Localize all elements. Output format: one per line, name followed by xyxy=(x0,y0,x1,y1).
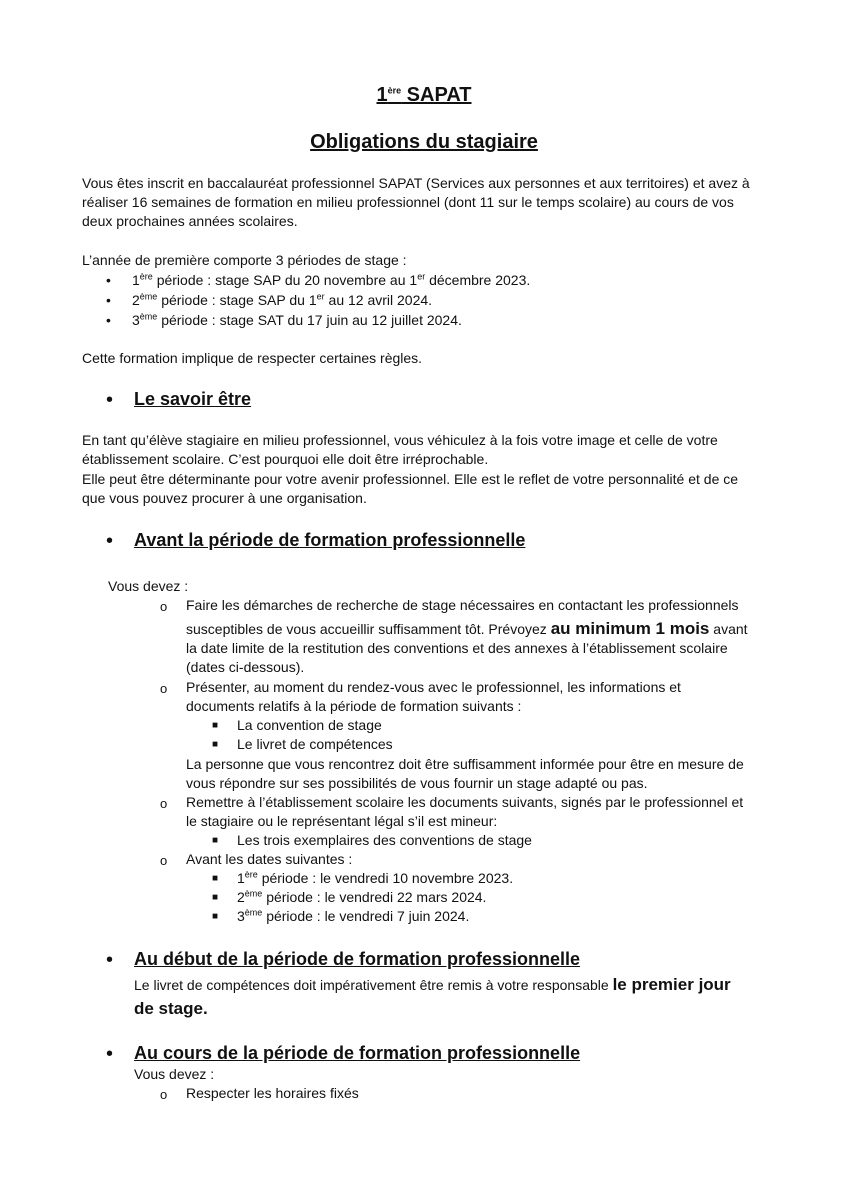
section4-vous-devez: Vous devez : xyxy=(134,1066,215,1082)
bullet-icon: • xyxy=(106,1043,114,1065)
section-heading-debut: Au début de la période de formation professionnelle xyxy=(134,949,581,969)
item3-line-2: le stagiaire ou le représentant légal s’il est mineur: xyxy=(186,813,498,829)
circle-bullet-icon: o xyxy=(160,796,168,811)
period-item-3: 3ème période : stage SAT du 17 juin au 12 juillet 2024. xyxy=(132,311,462,328)
bullet-icon: • xyxy=(106,949,114,971)
date-item-1: 1ère période : le vendredi 10 novembre 2023. xyxy=(237,869,514,886)
item4-line-1: Avant les dates suivantes : xyxy=(186,851,353,867)
square-bullet-icon: ■ xyxy=(212,835,219,846)
item2-after-1: La personne que vous rencontrez doit être suffisamment informée pour être en mesure de xyxy=(186,756,744,772)
section3-line-1: Le livret de compétences doit impérativement être remis à votre responsable le premier jour xyxy=(134,975,731,994)
section4-item-1: Respecter les horaires fixés xyxy=(186,1085,359,1101)
intro-line-2: réaliser 16 semaines de formation en milieu professionnel (dont 11 sur le temps scolaire) au cours de vos xyxy=(82,194,734,210)
square-bullet-icon: ■ xyxy=(212,911,219,922)
bullet-icon: • xyxy=(106,312,111,328)
bullet-icon: • xyxy=(106,389,114,411)
item2-line-2: documents relatifs à la période de formation suivants : xyxy=(186,698,522,714)
period-item-2: 2ème période : stage SAP du 1er au 12 avril 2024. xyxy=(132,291,433,308)
item2-line-1: Présenter, au moment du rendez-vous avec le professionnel, les informations et xyxy=(186,679,681,695)
page-subtitle: Obligations du stagiaire xyxy=(310,131,538,153)
intro-line-1: Vous êtes inscrit en baccalauréat professionnel SAPAT (Services aux personnes et aux territoires) et avez à xyxy=(82,175,750,191)
square-bullet-icon: ■ xyxy=(212,739,219,750)
circle-bullet-icon: o xyxy=(160,681,168,696)
item1-line-3: la date limite de la restitution des conventions et des annexes à l’établissement scolaire xyxy=(186,640,728,656)
bullet-icon: • xyxy=(106,530,114,552)
square-bullet-icon: ■ xyxy=(212,873,219,884)
square-bullet-icon: ■ xyxy=(212,892,219,903)
intro-line-3: deux prochaines années scolaires. xyxy=(82,213,298,229)
period-item-1: 1ère période : stage SAP du 20 novembre au 1er décembre 2023. xyxy=(132,271,531,288)
date-item-3: 3ème période : le vendredi 7 juin 2024. xyxy=(237,907,470,924)
circle-bullet-icon: o xyxy=(160,853,168,868)
section-heading-savoir-etre: Le savoir être xyxy=(134,389,252,409)
circle-bullet-icon: o xyxy=(160,599,168,614)
section-heading-cours: Au cours de la période de formation professionnelle xyxy=(134,1043,581,1063)
section1-line-4: que vous pouvez procurer à une organisation. xyxy=(82,490,367,506)
item3-sub-1: Les trois exemplaires des conventions de stage xyxy=(237,832,532,848)
emphasis-premier-jour: le premier jour xyxy=(612,975,731,994)
section1-line-2: établissement scolaire. C’est pourquoi elle doit être irréprochable. xyxy=(82,451,489,467)
bullet-icon: • xyxy=(106,292,111,308)
vous-devez-label: Vous devez : xyxy=(108,578,189,594)
date-item-2: 2ème période : le vendredi 22 mars 2024. xyxy=(237,888,487,905)
item1-line-2: susceptibles de vous accueillir suffisamment tôt. Prévoyez au minimum 1 mois avant xyxy=(186,619,748,638)
circle-bullet-icon: o xyxy=(160,1087,168,1102)
item2-sub-1: La convention de stage xyxy=(237,717,382,733)
section-heading-avant: Avant la période de formation professionnelle xyxy=(134,530,526,550)
item1-line-4: (dates ci-dessous). xyxy=(186,659,305,675)
item2-sub-2: Le livret de compétences xyxy=(237,736,393,752)
bullet-icon: • xyxy=(106,272,111,288)
rules-line: Cette formation implique de respecter certaines règles. xyxy=(82,350,423,366)
section3-line-2: de stage. xyxy=(134,999,208,1018)
item3-line-1: Remettre à l’établissement scolaire les documents suivants, signés par le professionnel et xyxy=(186,794,744,810)
periods-intro: L’année de première comporte 3 périodes de stage : xyxy=(82,252,407,268)
section1-line-1: En tant qu’élève stagiaire en milieu professionnel, vous véhiculez à la fois votre image et celle de votre xyxy=(82,432,718,448)
square-bullet-icon: ■ xyxy=(212,720,219,731)
section1-line-3: Elle peut être déterminante pour votre avenir professionnel. Elle est le reflet de votre personnalité et de ce xyxy=(82,471,739,487)
item2-after-2: vous répondre sur ses possibilités de vous fournir un stage adapté ou pas. xyxy=(186,775,648,791)
page-title: 1ère SAPAT xyxy=(376,84,472,106)
emphasis-minimum: au minimum 1 mois xyxy=(550,619,710,638)
item1-line-1: Faire les démarches de recherche de stage nécessaires en contactant les professionnels xyxy=(186,597,739,613)
